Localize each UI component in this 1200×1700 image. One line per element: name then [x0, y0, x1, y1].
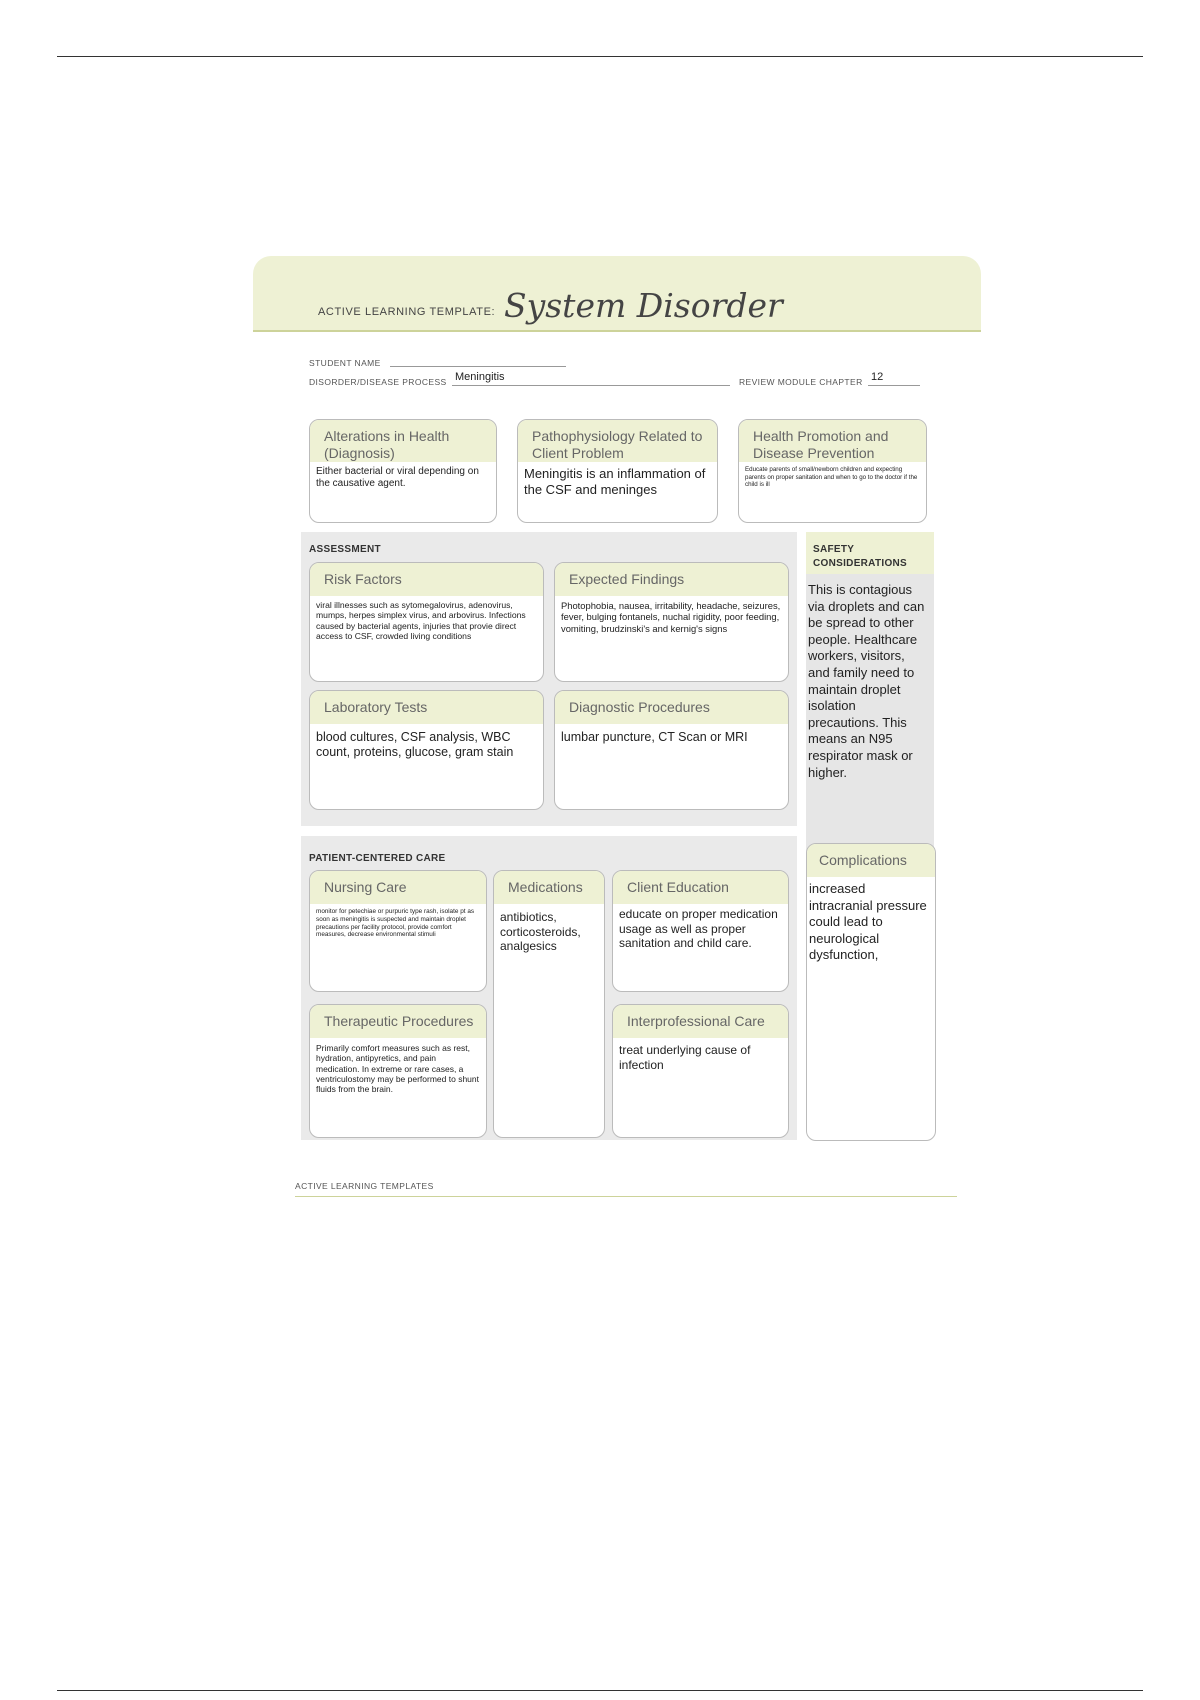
alterations-box [309, 419, 497, 523]
client-education-box [612, 870, 789, 992]
complications-heading: Complications [807, 844, 935, 877]
diagnostic-procedures-box [554, 690, 789, 810]
disorder-label: DISORDER/DISEASE PROCESS [309, 377, 447, 387]
expected-findings-heading: Expected Findings [555, 563, 788, 596]
complications-box [806, 843, 936, 1141]
laboratory-tests-text: blood cultures, CSF analysis, WBC count, proteins, glucose, gram stain [316, 730, 514, 760]
medications-box [493, 870, 605, 1138]
disorder-line [452, 385, 730, 386]
student-name-label: STUDENT NAME [309, 358, 381, 368]
assessment-title: ASSESSMENT [309, 544, 381, 555]
client-education-heading: Client Education [613, 871, 788, 904]
interprofessional-care-heading: Interprofessional Care [613, 1005, 788, 1038]
medications-text: antibiotics, corticosteroids, analgesics [500, 910, 581, 954]
diagnostic-procedures-heading: Diagnostic Procedures [555, 691, 788, 724]
student-name-line [390, 366, 566, 367]
pathophysiology-text: Meningitis is an inflammation of the CSF and meninges [524, 466, 706, 497]
health-promotion-heading: Health Promotion and Disease Prevention [739, 420, 926, 462]
top-rule [57, 56, 1143, 57]
nursing-care-text: monitor for petechiae or purpuric type rash, isolate pt as soon as meningitis is suspected and maintain droplet precautions per facility protocol, provide comfort measures, decrease environmental stimuli [316, 908, 475, 939]
expected-findings-text: Photophobia, nausea, irritability, headache, seizures, fever, bulging fontanels, nuchal rigidity, poor feeding, vomiting, brudzinski's and kernig's signs [561, 600, 781, 634]
interprofessional-care-text: treat underlying cause of infection [619, 1043, 751, 1072]
risk-factors-heading: Risk Factors [310, 563, 543, 596]
alterations-heading: Alterations in Health (Diagnosis) [310, 420, 496, 462]
expected-findings-box [554, 562, 789, 682]
nursing-care-heading: Nursing Care [310, 871, 486, 904]
alterations-text: Either bacterial or viral depending on the causative agent. [316, 466, 479, 490]
bottom-rule [57, 1690, 1143, 1691]
health-promotion-box [738, 419, 927, 523]
pathophysiology-box [517, 419, 718, 523]
safety-title: SAFETY CONSIDERATIONS [813, 544, 908, 569]
interprofessional-care-box [612, 1004, 789, 1138]
pathophysiology-heading: Pathophysiology Related to Client Problem [518, 420, 717, 462]
health-promotion-text: Educate parents of small/newborn children and expecting parents on proper sanitation and when to go to the doctor if the child is ill [745, 466, 918, 489]
disorder-value[interactable]: Meningitis [455, 371, 505, 383]
laboratory-tests-heading: Laboratory Tests [310, 691, 543, 724]
system-disorder-template [250, 256, 985, 1206]
footer-rule [295, 1196, 957, 1197]
review-module-label: REVIEW MODULE CHAPTER [739, 377, 863, 387]
review-module-value[interactable]: 12 [871, 371, 884, 383]
complications-text: increased intracranial pressure could lead to neurological dysfunction, [809, 881, 927, 963]
template-header [253, 256, 981, 332]
patient-centered-care-title: PATIENT-CENTERED CARE [309, 853, 446, 864]
medications-heading: Medications [494, 871, 604, 904]
safety-text: This is contagious via droplets and can be spread to other people. Healthcare workers, visitors, and family need to maintain droplet isolation precautions. This means an N95 respirator mask or higher. [808, 582, 925, 780]
nursing-care-box [309, 870, 487, 992]
risk-factors-box [309, 562, 544, 682]
template-label: ACTIVE LEARNING TEMPLATE: [318, 306, 496, 318]
footer-label: ACTIVE LEARNING TEMPLATES [295, 1181, 434, 1191]
therapeutic-procedures-box [309, 1004, 487, 1138]
therapeutic-procedures-heading: Therapeutic Procedures [310, 1005, 486, 1038]
diagnostic-procedures-text: lumbar puncture, CT Scan or MRI [561, 730, 748, 744]
template-title: System Disorder [504, 286, 783, 325]
risk-factors-text: viral illnesses such as sytomegalovirus, adenovirus, mumps, herpes simplex virus, and arbovirus. Infections caused by bacterial agents, injuries that provie direct access to CSF, crowded living conditions [316, 600, 526, 642]
review-module-line [868, 385, 920, 386]
therapeutic-procedures-text: Primarily comfort measures such as rest, hydration, antipyretics, and pain medication. In extreme or rare cases, a ventriculostomy may be performed to shunt fluids from the brain. [316, 1043, 479, 1095]
laboratory-tests-box [309, 690, 544, 810]
client-education-text: educate on proper medication usage as well as proper sanitation and child care. [619, 907, 778, 951]
